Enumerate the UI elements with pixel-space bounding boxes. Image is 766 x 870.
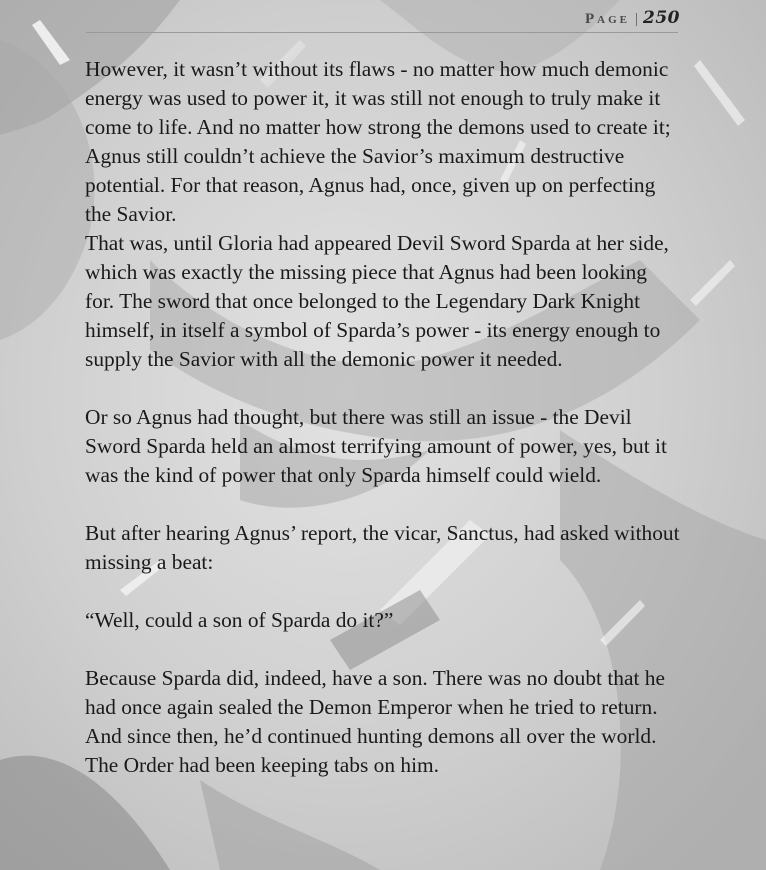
header-separator: |: [634, 11, 638, 27]
quote-paragraph: “Well, could a son of Sparda do it?”: [85, 608, 394, 632]
page-header: [585, 8, 680, 28]
paragraph: However, it wasn’t without its flaws - no matter how much demonic energy was used to power it, it was still not enough to truly make it come to life. And no matter how strong the demons used to create it; Agnus still couldn’t achieve the Savior’s maximum destructive potential. For that reason, Agnus had, once, given up on perfecting the Savior.: [85, 57, 671, 226]
paragraph: Because Sparda did, indeed, have a son. There was no doubt that he had once again sealed the Demon Emperor when he tried to return. And since then, he’d continued hunting demons all over the world. The Order had been keeping tabs on him.: [85, 666, 665, 777]
body-text: [85, 55, 681, 780]
page-number: 250: [643, 8, 680, 28]
header-divider: [86, 32, 678, 33]
page-label: Page: [584, 11, 630, 27]
paragraph-gap: [85, 374, 681, 403]
paragraph-gap: [85, 635, 681, 664]
paragraph: But after hearing Agnus’ report, the vicar, Sanctus, had asked without missing a beat:: [85, 521, 680, 574]
paragraph-gap: [85, 490, 681, 519]
paragraph-gap: [85, 577, 681, 606]
paragraph: Or so Agnus had thought, but there was still an issue - the Devil Sword Sparda held an almost terrifying amount of power, yes, but it was the kind of power that only Sparda himself could wield.: [85, 405, 667, 487]
paragraph: That was, until Gloria had appeared Devil Sword Sparda at her side, which was exactly the missing piece that Agnus had been looking for. The sword that once belonged to the Legendary Dark Knight himself, in itself a symbol of Sparda’s power - its energy enough to supply the Savior with all the demonic power it needed.: [85, 231, 669, 371]
